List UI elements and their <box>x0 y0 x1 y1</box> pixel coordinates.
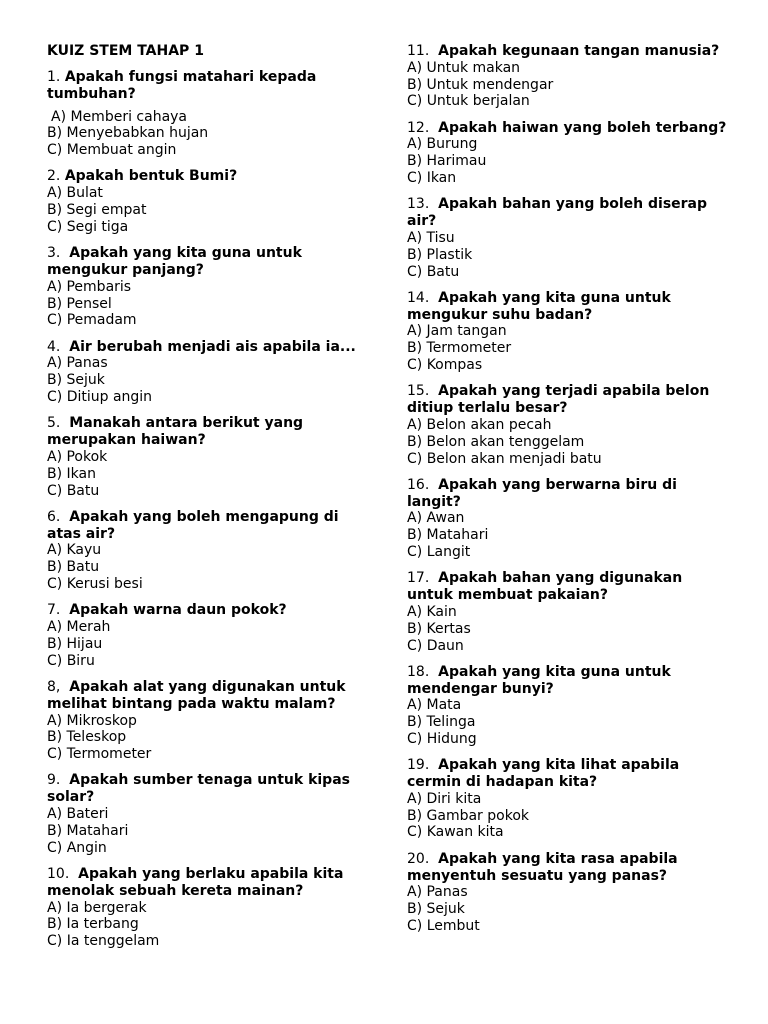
question-11 <box>407 43 727 110</box>
question-1 <box>47 69 367 159</box>
question-number: 7. <box>47 602 61 619</box>
question-number: 19. <box>407 757 430 774</box>
question-20 <box>407 851 727 935</box>
question-heading <box>47 602 367 619</box>
answer-options <box>407 417 727 467</box>
question-heading <box>47 245 367 279</box>
answer-options <box>47 542 367 592</box>
question-number: 14. <box>407 289 430 306</box>
answer-option: A) Belon akan pecah <box>407 416 552 433</box>
answer-option: A) Ia bergerak <box>47 899 147 916</box>
question-text: Air berubah menjadi ais apabila ia... <box>69 338 356 355</box>
question-text: Apakah fungsi matahari kepada tumbuhan? <box>47 69 317 102</box>
answer-option: B) Kertas <box>407 620 471 637</box>
question-text: Manakah antara berikut yang merupakan haiwan? <box>47 415 304 449</box>
answer-option: B) Sejuk <box>407 901 465 918</box>
question-number: 3. <box>47 245 61 262</box>
question-heading <box>47 772 367 806</box>
answer-option: B) Menyebabkan hujan <box>47 125 209 142</box>
answer-options <box>47 619 367 669</box>
question-3 <box>47 245 367 329</box>
question-10 <box>47 866 367 950</box>
answer-option: A) Tisu <box>407 229 455 246</box>
answer-option: C) Daun <box>407 637 464 654</box>
question-7 <box>47 602 367 669</box>
question-text: Apakah alat yang digunakan untuk melihat bintang pada waktu malam? <box>47 679 346 712</box>
question-heading <box>47 679 367 713</box>
question-heading <box>47 69 367 103</box>
question-heading <box>47 415 367 449</box>
answer-option: A) Merah <box>47 619 111 636</box>
answer-option: C) Batu <box>407 263 460 280</box>
answer-options <box>47 900 367 950</box>
question-14 <box>407 290 727 374</box>
question-heading <box>407 757 727 791</box>
answer-option: C) Ia tenggelam <box>47 933 160 950</box>
question-heading <box>47 509 367 543</box>
question-5 <box>47 415 367 499</box>
question-text: Apakah bentuk Bumi? <box>64 168 238 185</box>
answer-options <box>47 185 367 235</box>
answer-option: A) Mata <box>407 697 462 714</box>
question-text: Apakah yang kita guna untuk mengukur suhu badan? <box>407 289 671 323</box>
answer-options <box>407 884 727 934</box>
question-number: 20. <box>407 850 430 867</box>
answer-option: B) Matahari <box>47 822 129 839</box>
question-heading <box>407 570 727 604</box>
answer-option: B) Sejuk <box>47 372 105 389</box>
answer-options <box>407 510 727 560</box>
answer-option: B) Teleskop <box>47 729 127 746</box>
question-heading <box>47 866 367 900</box>
answer-option: C) Langit <box>407 544 471 561</box>
answer-options <box>407 136 727 186</box>
answer-option: B) Plastik <box>407 246 473 263</box>
answer-option: C) Kompas <box>407 357 483 374</box>
answer-option: A) Bulat <box>47 185 103 202</box>
answer-options <box>407 60 727 110</box>
answer-option: C) Lembut <box>407 917 480 934</box>
question-text: Apakah yang kita guna untuk mendengar bunyi? <box>407 663 671 697</box>
answer-option: B) Gambar pokok <box>407 807 529 824</box>
answer-option: C) Ditiup angin <box>47 389 153 406</box>
question-text: Apakah yang kita rasa apabila menyentuh sesuatu yang panas? <box>407 850 678 884</box>
answer-options <box>47 355 367 405</box>
question-heading <box>47 339 367 356</box>
question-text: Apakah bahan yang digunakan untuk membuat pakaian? <box>407 570 683 604</box>
question-number: 10. <box>47 865 70 882</box>
answer-option: A) Panas <box>407 884 468 901</box>
question-heading <box>407 851 727 885</box>
question-12 <box>407 120 727 187</box>
question-heading <box>407 43 727 60</box>
document-title: KUIZ STEM TAHAP 1 <box>47 43 204 59</box>
right-column <box>407 43 727 944</box>
answer-option: C) Batu <box>47 482 100 499</box>
answer-option: A) Memberi cahaya <box>51 108 188 125</box>
question-text: Apakah kegunaan tangan manusia? <box>438 43 720 59</box>
answer-options <box>407 697 727 747</box>
question-17 <box>407 570 727 654</box>
answer-option: C) Angin <box>47 839 107 856</box>
answer-options <box>407 323 727 373</box>
question-text: Apakah haiwan yang boleh terbang? <box>438 119 727 136</box>
answer-option: A) Awan <box>407 510 465 527</box>
question-number: 11. <box>407 43 430 59</box>
answer-option: C) Hidung <box>407 730 477 747</box>
question-number: 15. <box>407 383 430 400</box>
question-number: 6. <box>47 508 61 525</box>
question-9 <box>47 772 367 856</box>
answer-option: B) Untuk mendengar <box>407 76 554 93</box>
answer-option: A) Kayu <box>47 542 102 559</box>
question-16 <box>407 477 727 561</box>
answer-option: C) Untuk berjalan <box>407 93 530 110</box>
question-19 <box>407 757 727 841</box>
question-text: Apakah yang kita lihat apabila cermin di hadapan kita? <box>407 757 680 791</box>
question-text: Apakah sumber tenaga untuk kipas solar? <box>47 772 350 806</box>
question-heading <box>407 196 727 230</box>
answer-options <box>47 279 367 329</box>
answer-option: A) Mikroskop <box>47 712 137 729</box>
question-heading <box>407 477 727 511</box>
answer-option: C) Biru <box>47 652 95 669</box>
question-15 <box>407 383 727 467</box>
question-number: 2. <box>47 168 61 185</box>
question-heading <box>407 120 727 137</box>
question-number: 12. <box>407 119 430 136</box>
question-4 <box>47 339 367 406</box>
answer-options <box>47 109 367 159</box>
question-number: 16. <box>407 476 430 493</box>
answer-option: C) Ikan <box>407 170 457 187</box>
question-text: Apakah bahan yang boleh diserap air? <box>407 196 708 230</box>
answer-option: B) Ia terbang <box>47 916 139 933</box>
answer-option: A) Diri kita <box>407 790 482 807</box>
question-18 <box>407 664 727 748</box>
answer-option: C) Termometer <box>47 746 152 763</box>
question-text: Apakah yang boleh mengapung di atas air? <box>47 508 339 542</box>
answer-option: B) Batu <box>47 559 100 576</box>
answer-options <box>47 806 367 856</box>
answer-option: C) Kawan kita <box>407 824 504 841</box>
question-8 <box>47 679 367 763</box>
question-heading <box>407 664 727 698</box>
answer-option: A) Pembaris <box>47 278 132 295</box>
question-number: 8, <box>47 679 61 695</box>
question-text: Apakah yang berlaku apabila kita menolak sebuah kereta mainan? <box>47 865 344 899</box>
question-number: 18. <box>407 663 430 680</box>
question-number: 4. <box>47 338 61 355</box>
question-6 <box>47 509 367 593</box>
answer-options <box>407 604 727 654</box>
question-heading <box>47 168 367 185</box>
answer-option: A) Burung <box>407 136 478 153</box>
answer-options <box>47 449 367 499</box>
answer-option: C) Pemadam <box>47 312 137 329</box>
answer-option: B) Pensel <box>47 295 112 312</box>
answer-option: B) Hijau <box>47 635 103 652</box>
answer-options <box>407 230 727 280</box>
question-number: 13. <box>407 196 430 213</box>
question-number: 17. <box>407 570 430 587</box>
question-13 <box>407 196 727 280</box>
answer-option: C) Kerusi besi <box>47 576 143 593</box>
answer-option: B) Ikan <box>47 465 96 482</box>
question-heading <box>407 290 727 324</box>
answer-option: B) Telinga <box>407 714 476 731</box>
answer-option: B) Matahari <box>407 527 489 544</box>
answer-option: A) Bateri <box>47 806 109 823</box>
answer-option: B) Segi empat <box>47 202 147 219</box>
answer-option: C) Segi tiga <box>47 218 129 235</box>
answer-options <box>407 791 727 841</box>
question-number: 5. <box>47 415 61 432</box>
question-text: Apakah yang terjadi apabila belon ditiup terlalu besar? <box>407 383 710 417</box>
answer-option: C) Membuat angin <box>47 142 177 159</box>
answer-option: C) Belon akan menjadi batu <box>407 450 602 467</box>
question-number: 1. <box>47 69 61 85</box>
answer-option: A) Untuk makan <box>407 59 521 76</box>
question-2 <box>47 168 367 235</box>
question-text: Apakah yang berwarna biru di langit? <box>407 476 677 510</box>
answer-options <box>47 713 367 763</box>
answer-option: B) Belon akan tenggelam <box>407 433 585 450</box>
answer-option: B) Harimau <box>407 153 487 170</box>
left-column <box>47 43 367 959</box>
answer-option: B) Termometer <box>407 340 512 357</box>
answer-option: A) Panas <box>47 355 108 372</box>
question-number: 9. <box>47 772 61 789</box>
answer-option: A) Kain <box>407 603 457 620</box>
answer-option: A) Jam tangan <box>407 323 507 340</box>
question-heading <box>407 383 727 417</box>
question-text: Apakah warna daun pokok? <box>69 602 287 619</box>
question-text: Apakah yang kita guna untuk mengukur panjang? <box>47 245 302 278</box>
answer-option: A) Pokok <box>47 448 108 465</box>
